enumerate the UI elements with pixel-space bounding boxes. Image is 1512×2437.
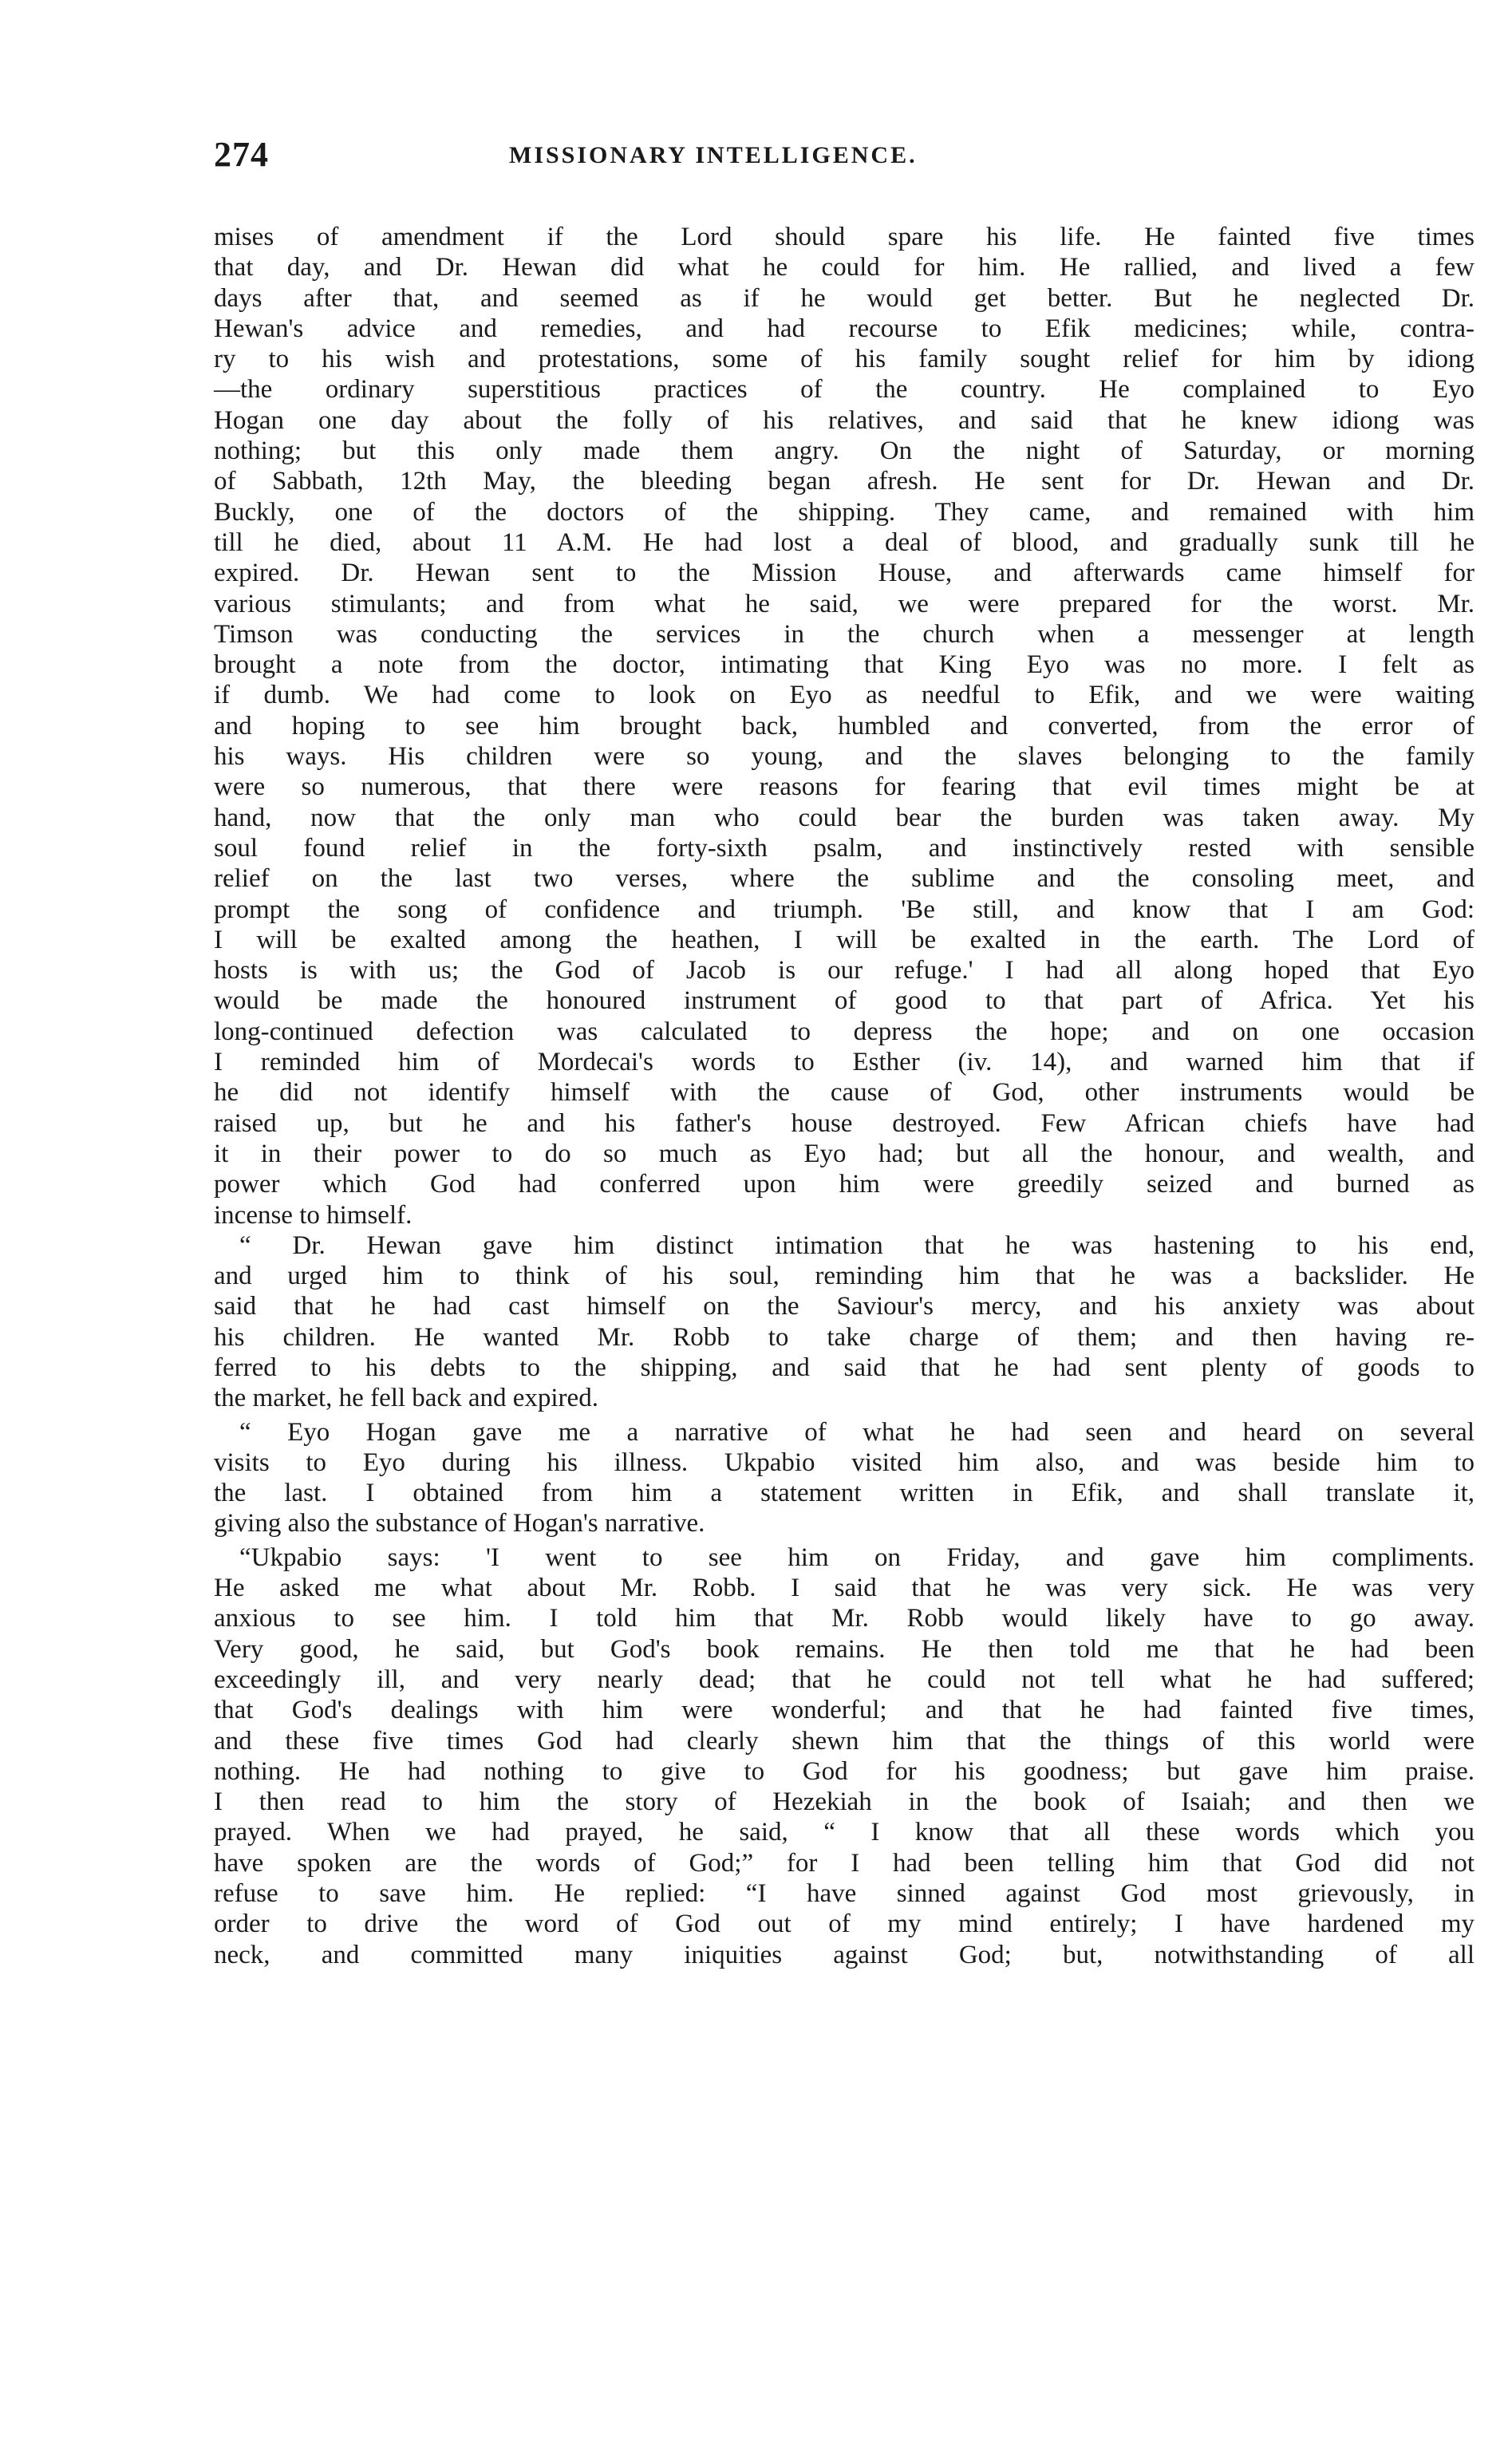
- text-line: nothing. He had nothing to give to God for his goodness; but gave him praise.: [214, 1756, 1474, 1786]
- text-line: and these five times God had clearly shewn him that the things of this world were: [214, 1726, 1474, 1756]
- text-line: the last. I obtained from him a statement written in Efik, and shall translate it,: [214, 1479, 1474, 1508]
- text-line: “ Eyo Hogan gave me a narrative of what he had seen and heard on several: [239, 1417, 1474, 1447]
- text-line: have spoken are the words of God;” for I had been telling him that God did not: [214, 1848, 1474, 1878]
- body-text: [214, 222, 1474, 1970]
- text-line: visits to Eyo during his illness. Ukpabio visited him also, and was beside him to: [214, 1448, 1474, 1477]
- text-line: He asked me what about Mr. Robb. I said that he was very sick. He was very: [214, 1574, 1474, 1603]
- text-line: hosts is with us; the God of Jacob is our refuge.' I had all along hoped that Eyo: [214, 956, 1474, 985]
- text-line: various stimulants; and from what he said, we were prepared for the worst. Mr.: [214, 589, 1474, 618]
- text-line: hand, now that the only man who could bear the burden was taken away. My: [214, 803, 1474, 832]
- text-line: his children. He wanted Mr. Robb to take charge of them; and then having re-: [214, 1322, 1474, 1352]
- text-line: Timson was conducting the services in the church when a messenger at length: [214, 619, 1474, 649]
- text-line: anxious to see him. I told him that Mr. Robb would likely have to go away.: [214, 1604, 1474, 1633]
- running-head: MISSIONARY INTELLIGENCE.: [509, 142, 918, 168]
- text-line: “Ukpabio says: 'I went to see him on Friday, and gave him compliments.: [239, 1542, 1474, 1572]
- text-line: the market, he fell back and expired.: [214, 1384, 598, 1413]
- text-line: and hoping to see him brought back, humbled and converted, from the error of: [214, 711, 1474, 741]
- text-line: Buckly, one of the doctors of the shipping. They came, and remained with him: [214, 497, 1474, 527]
- page-header: [214, 134, 1476, 182]
- text-line: days after that, and seemed as if he would get better. But he neglected Dr.: [214, 283, 1474, 313]
- text-line: Hewan's advice and remedies, and had recourse to Efik medicines; while, contra-: [214, 314, 1474, 343]
- text-line: Hogan one day about the folly of his relatives, and said that he knew idiong was: [214, 405, 1474, 435]
- text-line: long-continued defection was calculated to depress the hope; and on one occasion: [214, 1017, 1474, 1046]
- text-line: I then read to him the story of Hezekiah in the book of Isaiah; and then we: [214, 1787, 1474, 1817]
- text-line: power which God had conferred upon him were greedily seized and burned as: [214, 1170, 1474, 1199]
- text-line: incense to himself.: [214, 1200, 413, 1230]
- text-line: of Sabbath, 12th May, the bleeding began afresh. He sent for Dr. Hewan and Dr.: [214, 467, 1474, 496]
- text-line: if dumb. We had come to look on Eyo as needful to Efik, and we were waiting: [214, 681, 1474, 710]
- text-line: were so numerous, that there were reasons for fearing that evil times might be at: [214, 772, 1474, 802]
- text-line: soul found relief in the forty-sixth psalm, and instinctively rested with sensible: [214, 833, 1474, 863]
- text-line: prayed. When we had prayed, he said, “ I know that all these words which you: [214, 1818, 1474, 1847]
- text-line: ry to his wish and protestations, some of his family sought relief for him by idiong: [214, 345, 1474, 374]
- text-line: would be made the honoured instrument of good to that part of Africa. Yet his: [214, 986, 1474, 1016]
- text-line: ferred to his debts to the shipping, and said that he had sent plenty of goods to: [214, 1353, 1474, 1382]
- text-line: that God's dealings with him were wonderful; and that he had fainted five times,: [214, 1696, 1474, 1725]
- text-line: that day, and Dr. Hewan did what he could for him. He rallied, and lived a few: [214, 253, 1474, 282]
- text-line: expired. Dr. Hewan sent to the Mission House, and afterwards came himself for: [214, 559, 1474, 588]
- text-line: he did not identify himself with the cause of God, other instruments would be: [214, 1078, 1474, 1108]
- text-line: Very good, he said, but God's book remains. He then told me that he had been: [214, 1634, 1474, 1664]
- text-line: said that he had cast himself on the Saviour's mercy, and his anxiety was about: [214, 1292, 1474, 1321]
- text-line: raised up, but he and his father's house destroyed. Few African chiefs have had: [214, 1108, 1474, 1138]
- text-line: relief on the last two verses, where the sublime and the consoling meet, and: [214, 864, 1474, 894]
- text-line: prompt the song of confidence and triumph. 'Be still, and know that I am God:: [214, 895, 1474, 924]
- text-line: nothing; but this only made them angry. On the night of Saturday, or morning: [214, 436, 1474, 466]
- text-line: exceedingly ill, and very nearly dead; that he could not tell what he had suffered;: [214, 1665, 1474, 1694]
- text-line: brought a note from the doctor, intimating that King Eyo was no more. I felt as: [214, 650, 1474, 680]
- text-line: neck, and committed many iniquities against God; but, notwithstanding of all: [214, 1940, 1474, 1969]
- text-line: mises of amendment if the Lord should spare his life. He fainted five times: [214, 223, 1474, 251]
- text-line: “ Dr. Hewan gave him distinct intimation that he was hastening to his end,: [239, 1230, 1474, 1260]
- text-line: refuse to save him. He replied: “I have sinned against God most grievously, in: [214, 1879, 1474, 1909]
- text-line: it in their power to do so much as Eyo had; but all the honour, and wealth, and: [214, 1139, 1474, 1168]
- page-number: 274: [214, 135, 269, 174]
- text-line: his ways. His children were so young, and the slaves belonging to the family: [214, 742, 1474, 772]
- text-line: I reminded him of Mordecai's words to Esther (iv. 14), and warned him that if: [214, 1048, 1474, 1077]
- text-line: —the ordinary superstitious practices of the country. He complained to Eyo: [214, 375, 1474, 405]
- text-line: I will be exalted among the heathen, I will be exalted in the earth. The Lord of: [214, 925, 1474, 954]
- text-line: and urged him to think of his soul, reminding him that he was a backslider. He: [214, 1262, 1474, 1291]
- text-line: till he died, about 11 A.M. He had lost a deal of blood, and gradually sunk till he: [214, 527, 1474, 557]
- text-line: order to drive the word of God out of my mind entirely; I have hardened my: [214, 1910, 1474, 1939]
- text-line: giving also the substance of Hogan's narrative.: [214, 1509, 705, 1538]
